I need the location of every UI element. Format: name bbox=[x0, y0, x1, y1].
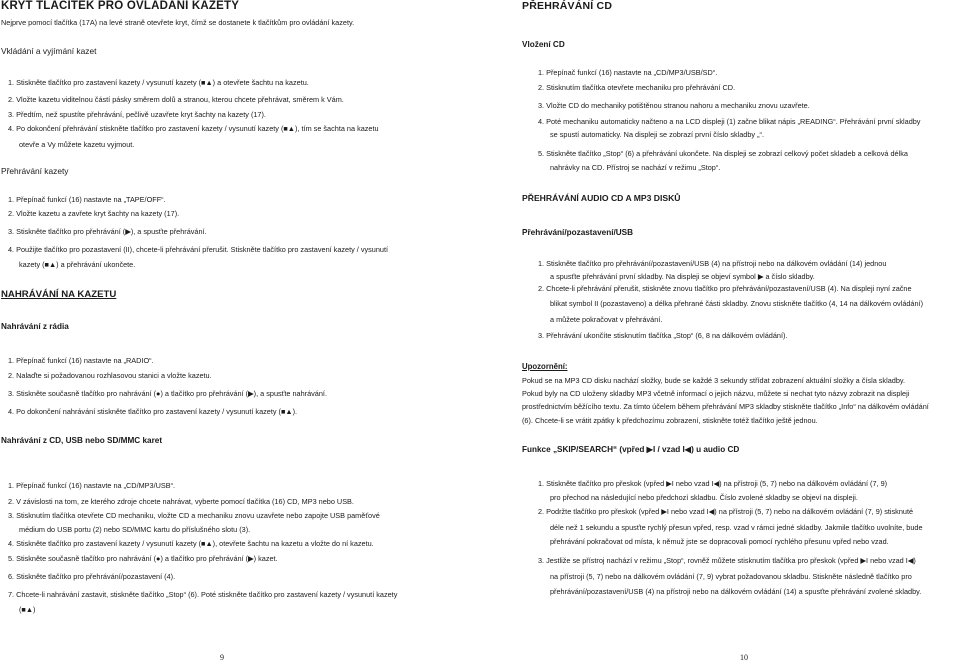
list-item: 4. Stiskněte tlačítko pro zastavení kazety / vysunutí kazety (■▲), otevřete šachtu na kazetu a vložte do ní kazetu. bbox=[8, 539, 374, 548]
list-item-cont: kazety (■▲) a přehrávání ukončete. bbox=[19, 260, 136, 269]
right-title: PŘEHRÁVÁNÍ CD bbox=[522, 0, 613, 12]
list-item: 3. Stiskněte tlačítko pro přehrávání (▶), a spusťte přehrávání. bbox=[8, 227, 207, 236]
list-item-cont: médium do USB portu (2) nebo SD/MMC kartu do příslušného slotu (3). bbox=[19, 525, 251, 534]
list-item: 7. Chcete-li nahrávání zastavit, stiskněte tlačítko „Stop“ (6). Poté stiskněte tlačítko pro zastavení kazety / vysunutí kazety bbox=[8, 590, 398, 599]
list-item: 1. Přepínač funkcí (16) nastavte na „TAPE/OFF“. bbox=[8, 195, 166, 204]
note-line: Pokud se na MP3 CD disku nachází složky, bude se každé 3 sekundy střídat zobrazení aktuální složky a čísla skladby. bbox=[522, 376, 906, 385]
list-item: 5. Stiskněte tlačítko „Stop“ (6) a přehrávání ukončete. Na displeji se zobrazí celkový počet skladeb a celková délka bbox=[538, 149, 908, 158]
list-item: 4. Po dokončení přehrávání stiskněte tlačítko pro zastavení kazety / vysunutí kazety (■▲), tím se šachta na kazetu bbox=[8, 124, 379, 133]
list-item-cont: a spusťte přehrávání první skladby. Na displeji se objeví symbol ▶ a číslo skladby. bbox=[550, 272, 815, 281]
note-title: Upozornění: bbox=[522, 362, 568, 371]
list-item: 1. Stiskněte tlačítko pro přeskok (vpřed ▶I nebo vzad I◀) na přístroji (5, 7) nebo na dálkovém ovládání (7, 9) bbox=[538, 479, 888, 488]
section-play-pause-title: Přehrávání/pozastavení/USB bbox=[522, 228, 634, 237]
list-item: 3. Stiskněte současně tlačítko pro nahrávání (●) a tlačítko pro přehrávání (▶), a spusťte nahrávání. bbox=[8, 389, 327, 398]
list-item-cont: přehrávání pokračovat od místa, k němuž jste se dopracovali pomocí rychlého přesunu vpřed nebo vzad. bbox=[550, 537, 889, 546]
list-item: 5. Stiskněte současně tlačítko pro nahrávání (●) a tlačítko pro přehrávání (▶) kazet. bbox=[8, 554, 278, 563]
list-item: 2. Vložte kazetu viditelnou částí pásky směrem dolů a stranou, kterou chcete přehrávat, směrem k Vám. bbox=[8, 95, 344, 104]
list-item: 1. Přepínač funkcí (16) nastavte na „RADIO“. bbox=[8, 356, 154, 365]
list-item-cont: a můžete pokračovat v přehrávání. bbox=[550, 315, 663, 324]
section-cd-recording-title: Nahrávání z CD, USB nebo SD/MMC karet bbox=[1, 436, 163, 445]
list-item-cont: na přístroji (5, 7) nebo na dálkovém ovládání (7, 9) vybrat požadovanou skladbu. Stiskněte následně tlačítko pro bbox=[550, 572, 912, 581]
list-item: 3. Jestliže se přístroj nachází v režimu „Stop“, rovněž můžete stisknutím tlačítka pro přeskok (vpřed ▶I nebo vzad I◀) bbox=[538, 556, 916, 565]
list-item-cont: se spustí automaticky. Na displeji se zobrazí první číslo skladby „“. bbox=[550, 130, 764, 139]
list-item: 4. Použijte tlačítko pro pozastavení (II), chcete-li přehrávání přerušit. Stiskněte tlačítko pro zastavení kazety / vysunutí bbox=[8, 245, 389, 254]
section-audio-mp3-title: PŘEHRÁVÁNÍ AUDIO CD A MP3 DISKŮ bbox=[522, 193, 681, 203]
note-line: Pokud byly na CD uloženy skladby MP3 včetně informací o jejich názvu, můžete si nechat tyto názvy zobrazit na displeji bbox=[522, 389, 910, 398]
list-item: 1. Stiskněte tlačítko pro zastavení kazety / vysunutí kazety (■▲) a otevřete šachtu na kazetu. bbox=[8, 78, 309, 87]
section-cassette-play-title: Přehrávání kazety bbox=[1, 166, 69, 176]
list-item: 2. V závislosti na tom, ze kterého zdroje chcete nahrávat, vyberte pomocí tlačítka (16) CD, MP3 nebo USB. bbox=[8, 497, 354, 506]
section-skip-search-title: Funkce „SKIP/SEARCH“ (vpřed ▶I / vzad I◀) u audio CD bbox=[522, 445, 740, 454]
list-item-cont: déle než 1 sekundu a spusťte rychlý přesun vpřed, resp. vzad v rámci jedné skladby. Jakmile tlačítko uvolníte, bude bbox=[550, 523, 923, 532]
note-line: (6). Chcete-li se vrátit zpátky k předchozímu zobrazení, stiskněte totéž tlačítko ještě jednou. bbox=[522, 416, 818, 425]
list-item: 4. Po dokončení nahrávání stiskněte tlačítko pro zastavení kazety / vysunutí kazety (■▲). bbox=[8, 407, 298, 416]
list-item: 1. Stiskněte tlačítko pro přehrávání/pozastavení/USB (4) na přístroji nebo na dálkovém ovládání (14) jednou bbox=[538, 259, 887, 268]
section-recording-title: NAHRÁVÁNÍ NA KAZETU bbox=[1, 289, 117, 300]
list-item: 2. Vložte kazetu a zavřete kryt šachty na kazety (17). bbox=[8, 209, 180, 218]
left-intro: Nejprve pomocí tlačítka (17A) na levé straně otevřete kryt, čímž se dostanete k tlačítkům pro ovládání kazety. bbox=[1, 18, 355, 27]
list-item-cont: nahrávky na CD. Přístroj se nachází v režimu „Stop“. bbox=[550, 163, 721, 172]
list-item: 3. Předtím, než spustíte přehrávání, pečlivě uzavřete kryt šachty na kazety (17). bbox=[8, 110, 266, 119]
page-number-right: 10 bbox=[740, 653, 748, 662]
list-item: 3. Stisknutím tlačítka otevřete CD mechaniku, vložte CD a mechaniku znovu uzavřete nebo zapojte USB paměťové bbox=[8, 511, 380, 520]
list-item: 2. Stisknutím tlačítka otevřete mechaniku pro přehrávání CD. bbox=[538, 83, 736, 92]
list-item: 2. Podržte tlačítko pro přeskok (vpřed ▶I nebo vzad I◀) na přístroji (5, 7) nebo na dálkovém ovládání (7, 9) stisknuté bbox=[538, 507, 914, 516]
section-radio-recording-title: Nahrávání z rádia bbox=[1, 322, 69, 331]
page-number-left: 9 bbox=[220, 653, 224, 662]
list-item: 2. Nalaďte si požadovanou rozhlasovou stanici a vložte kazetu. bbox=[8, 371, 212, 380]
list-item: 3. Vložte CD do mechaniky potištěnou stranou nahoru a mechaniku znovu uzavřete. bbox=[538, 101, 810, 110]
list-item-cont: přehrávání/pozastavení/USB (4) na přístroji nebo na dálkovém ovládání (14) a spusťte přehrávání zvolené skladby. bbox=[550, 587, 922, 596]
list-item: 3. Přehrávání ukončíte stisknutím tlačítka „Stop“ (6, 8 na dálkovém ovládání). bbox=[538, 331, 788, 340]
list-item-cont: pro přechod na následující nebo předchozí skladbu. Číslo zvolené skladby se objeví na displeji. bbox=[550, 493, 858, 502]
list-item: 1. Přepínač funkcí (16) nastavte na „CD/MP3/USB/SD“. bbox=[538, 68, 718, 77]
list-item: 2. Chcete-li přehrávání přerušit, stiskněte znovu tlačítko pro přehrávání/pozastavení/USB (4). Na displeji nyní začne bbox=[538, 284, 912, 293]
list-item: 1. Přepínač funkcí (16) nastavte na „CD/MP3/USB“. bbox=[8, 481, 176, 490]
list-item: 4. Poté mechaniku automaticky načteno a na LCD displeji (1) začne blikat nápis „READING“. Přehrávání první skladby bbox=[538, 117, 921, 126]
section-cassette-insert-title: Vkládání a vyjímání kazet bbox=[1, 46, 97, 56]
list-item: 6. Stiskněte tlačítko pro přehrávání/pozastavení (4). bbox=[8, 572, 176, 581]
left-title: KRYT TLAČÍTEK PRO OVLÁDÁNÍ KAZETY bbox=[1, 0, 240, 12]
list-item-cont: (■▲) bbox=[19, 605, 36, 614]
note-line: prostřednictvím běžícího textu. Za tímto účelem během přehrávání MP3 skladby stiskněte tlačítko „Info“ na dálkovém ovládání bbox=[522, 402, 929, 411]
section-cd-insert-title: Vložení CD bbox=[522, 40, 565, 49]
list-item-cont: blikat symbol II (pozastaveno) a délka přehrané části skladby. Znovu stiskněte tlačítko (4, 14 na dálkovém ovládání) bbox=[550, 299, 924, 308]
list-item-cont: otevře a Vy můžete kazetu vyjmout. bbox=[19, 140, 135, 149]
